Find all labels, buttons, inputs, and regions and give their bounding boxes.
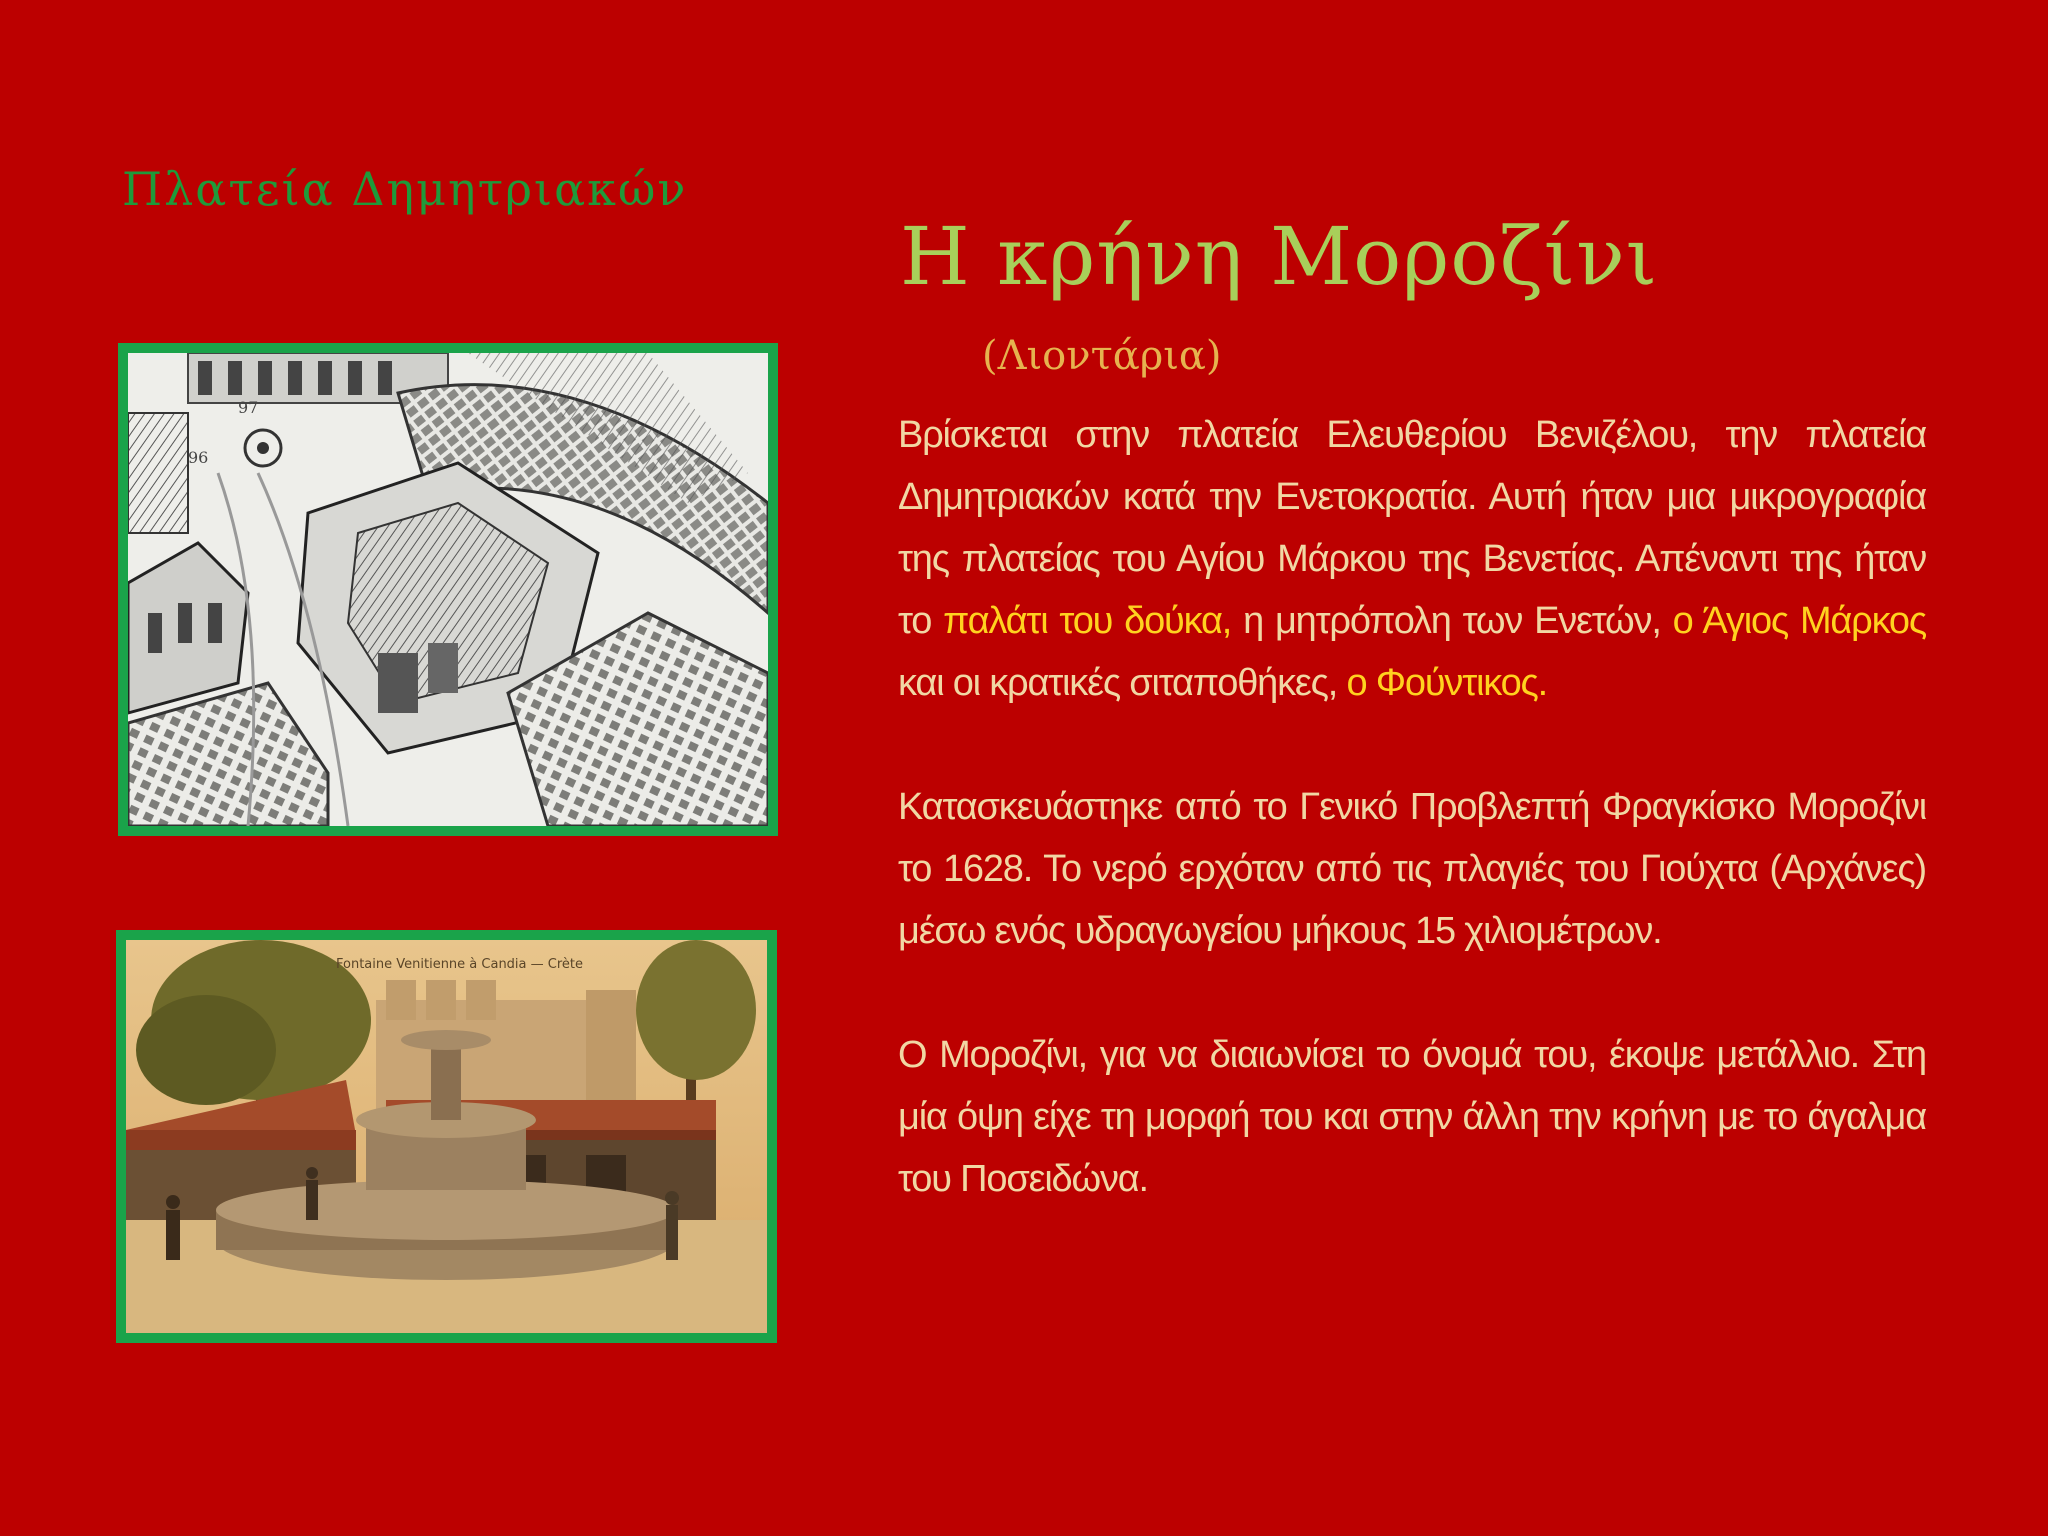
section-title: Πλατεία Δημητριακών (122, 162, 688, 216)
map-label-96: 96 (188, 448, 209, 467)
fountain-postcard-image (116, 930, 777, 1343)
page-title: Η κρήνη Μοροζίνι (900, 210, 1659, 303)
paragraph-1-text-c: η μητρόπολη των Ενετών, (1231, 600, 1673, 642)
subtitle: (Λιοντάρια) (982, 333, 1222, 379)
historic-map-image (118, 343, 778, 836)
body-text (898, 404, 1926, 1210)
paragraph-2: Κατασκευάστηκε από το Γενικό Προβλεπτή Φραγκίσκο Μοροζίνι το 1628. Το νερό ερχόταν από τις πλαγιές του Γιούχτα (Αρχάνες) μέσω ενός υδραγωγείου μήκους 15 χιλιομέτρων. (898, 786, 1926, 952)
paragraph-1 (898, 404, 1926, 714)
map-engraving (128, 353, 768, 826)
map-label-97: 97 (238, 398, 259, 417)
link-fountikos: ο Φούντικος. (1346, 662, 1548, 704)
paragraph-3: Ο Μοροζίνι, για να διαιωνίσει το όνομά του, έκοψε μετάλλιο. Στη μία όψη είχε τη μορφή του και στην άλλη την κρήνη με το άγαλμα του Ποσειδώνα. (898, 1034, 1926, 1200)
postcard-illustration (126, 940, 767, 1333)
postcard-caption: Fontaine Venitienne à Candia — Crète (336, 957, 584, 972)
link-ducal-palace: παλάτι του δούκα, (943, 600, 1232, 642)
paragraph-1-text-e: και οι κρατικές σιταποθήκες, (898, 662, 1347, 704)
link-saint-mark: ο Άγιος Μάρκος (1672, 600, 1926, 642)
paragraph-1-text-a: Βρίσκεται στην πλατεία Ελευθερίου Βενιζέλου, την πλατεία Δημητριακών κατά την Ενετοκρατία. Αυτή ήταν μια μικρογραφία της πλατείας του Αγίου Μάρκου της Βενετίας. Απέναντι της ήταν το (898, 414, 1926, 642)
